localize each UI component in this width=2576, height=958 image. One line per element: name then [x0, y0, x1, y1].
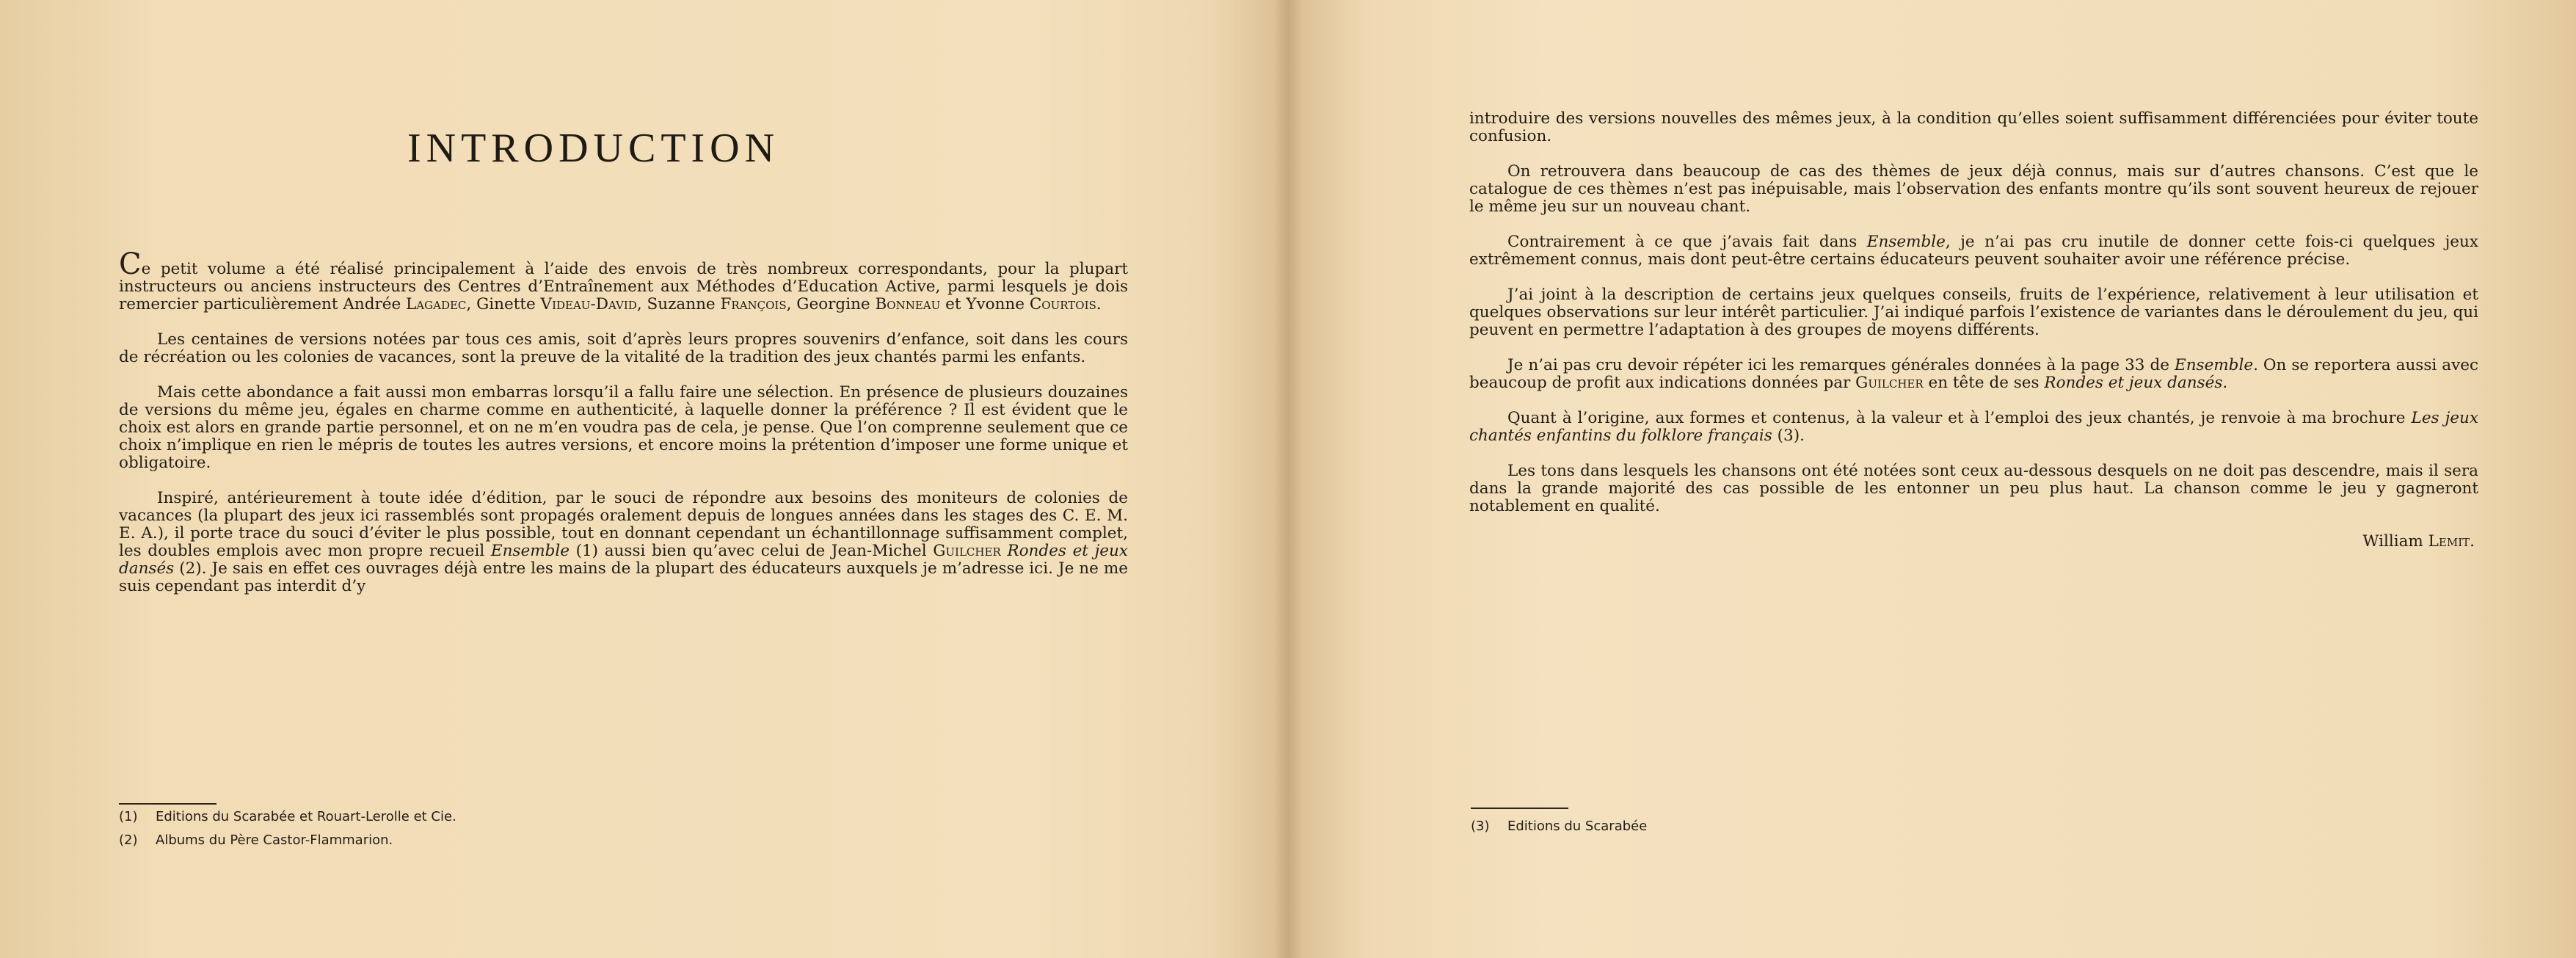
paragraph-continued: introduire des versions nouvelles des mêmes jeux, à la condition qu’elles soient suffisamment différenciées pour éviter toute confusion. [1469, 109, 2478, 145]
paragraph-8: Je n’ai pas cru devoir répéter ici les remarques générales données à la page 33 de Ensemble. On se reportera aussi avec beaucoup de profit aux indications données par Guilcher en tête de ses Rondes et jeux dansés. [1469, 356, 2478, 392]
page-title: INTRODUCTION [407, 126, 780, 171]
paragraph-4: Inspiré, antérieurement à toute idée d’édition, par le souci de répondre aux besoins des moniteurs de colonies de vacances (la plupart des jeux ici rassemblés sont propagés oralement depuis de longues années dans les stages des C. E. M. E. A.), il porte trace du souci d’éviter le plus possible, tout en donnant cependant un échantillonnage suffisamment complet, les doubles emplois avec mon propre recueil Ensemble (1) aussi bien qu’avec celui de Jean-Michel Guilcher Rondes et jeux dansés (2). Je sais en effet ces ouvrages déjà entre les mains de la plupart des éducateurs auxquels je m’adresse ici. Je ne me suis cependant pas interdit d’y [119, 489, 1128, 595]
footnote: (3) Editions du Scarabée [1471, 819, 1648, 834]
author-signature: William Lemit. [2362, 532, 2475, 551]
footnote: (2) Albums du Père Castor-Flammarion. [119, 832, 393, 848]
paragraph-7: J’ai joint à la description de certains jeux quelques conseils, fruits de l’expérience, relativement à leur utilisation et quelques observations sur leur intérêt particulier. J’ai indiqué parfois l’existence de variantes dans le déroulement du jeu, qui peuvent en permettre l’adaptation à des groupes de moyens différents. [1469, 286, 2478, 339]
right-page [1288, 0, 2576, 958]
footnote-rule [119, 803, 217, 805]
paragraph-6: Contrairement à ce que j’avais fait dans Ensemble, je n’ai pas cru inutile de donner cette fois-ci quelques jeux extrêmement connus, mais dont peut-être certains éducateurs peuvent souhaiter avoir une référence précise. [1469, 233, 2478, 269]
paragraph-3: Mais cette abondance a fait aussi mon embarras lorsqu’il a fallu faire une sélection. En présence de plusieurs douzaines de versions du même jeu, égales en charme comme en authenticité, à laquelle donner la préférence ? Il est évident que le choix est alors en grande partie personnel, et on ne m’en voudra pas de cela, je pense. Que l’on comprenne seulement que ce choix n’implique en rien le mépris de toutes les autres versions, et encore moins la prétention d’imposer une forme unique et obligatoire. [119, 383, 1128, 472]
right-body-text [1469, 110, 2478, 568]
paragraph-9: Quant à l’origine, aux formes et contenus, à la valeur et à l’emploi des jeux chantés, je renvoie à ma brochure Les jeux chantés enfantins du folklore français (3). [1469, 409, 2478, 445]
right-footnotes [1471, 815, 1647, 838]
paragraph-10: Les tons dans lesquels les chansons ont été notées sont ceux au-dessous desquels on ne doit pas descendre, mais il sera dans la grande majorité des cas possible de les entonner un peu plus haut. La chanson comme le jeu y gagneront notablement en qualité. [1469, 462, 2478, 515]
footnote: (1) Editions du Scarabée et Rouart-Lerolle et Cie. [119, 809, 456, 824]
paragraph-1: Ce petit volume a été réalisé principalement à l’aide des envois de très nombreux correspondants, pour la plupart instructeurs ou anciens instructeurs des Centres d’Entraînement aux Méthodes d’Education Active, parmi lesquels je dois remercier particulièrement Andrée Lagadec, Ginette Videau-David, Suzanne François, Georgine Bonneau et Yvonne Courtois. [119, 247, 1128, 313]
footnote-rule [1471, 808, 1568, 809]
drop-cap: C [119, 247, 142, 281]
paragraph-2: Les centaines de versions notées par tous ces amis, soit d’après leurs propres souvenirs d’enfance, soit dans les cours de récréation ou les colonies de vacances, sont la preuve de la vitalité de la tradition des jeux chantés parmi les enfants. [119, 330, 1128, 366]
left-body-text [119, 247, 1128, 613]
left-footnotes [119, 805, 456, 852]
paragraph-5: On retrouvera dans beaucoup de cas des thèmes de jeux déjà connus, mais sur d’autres chansons. C’est que le catalogue de ces thèmes n’est pas inépuisable, mais l’observation des enfants montre qu’ils sont souvent heureux de rejouer le même jeu sur un nouveau chant. [1469, 162, 2478, 216]
